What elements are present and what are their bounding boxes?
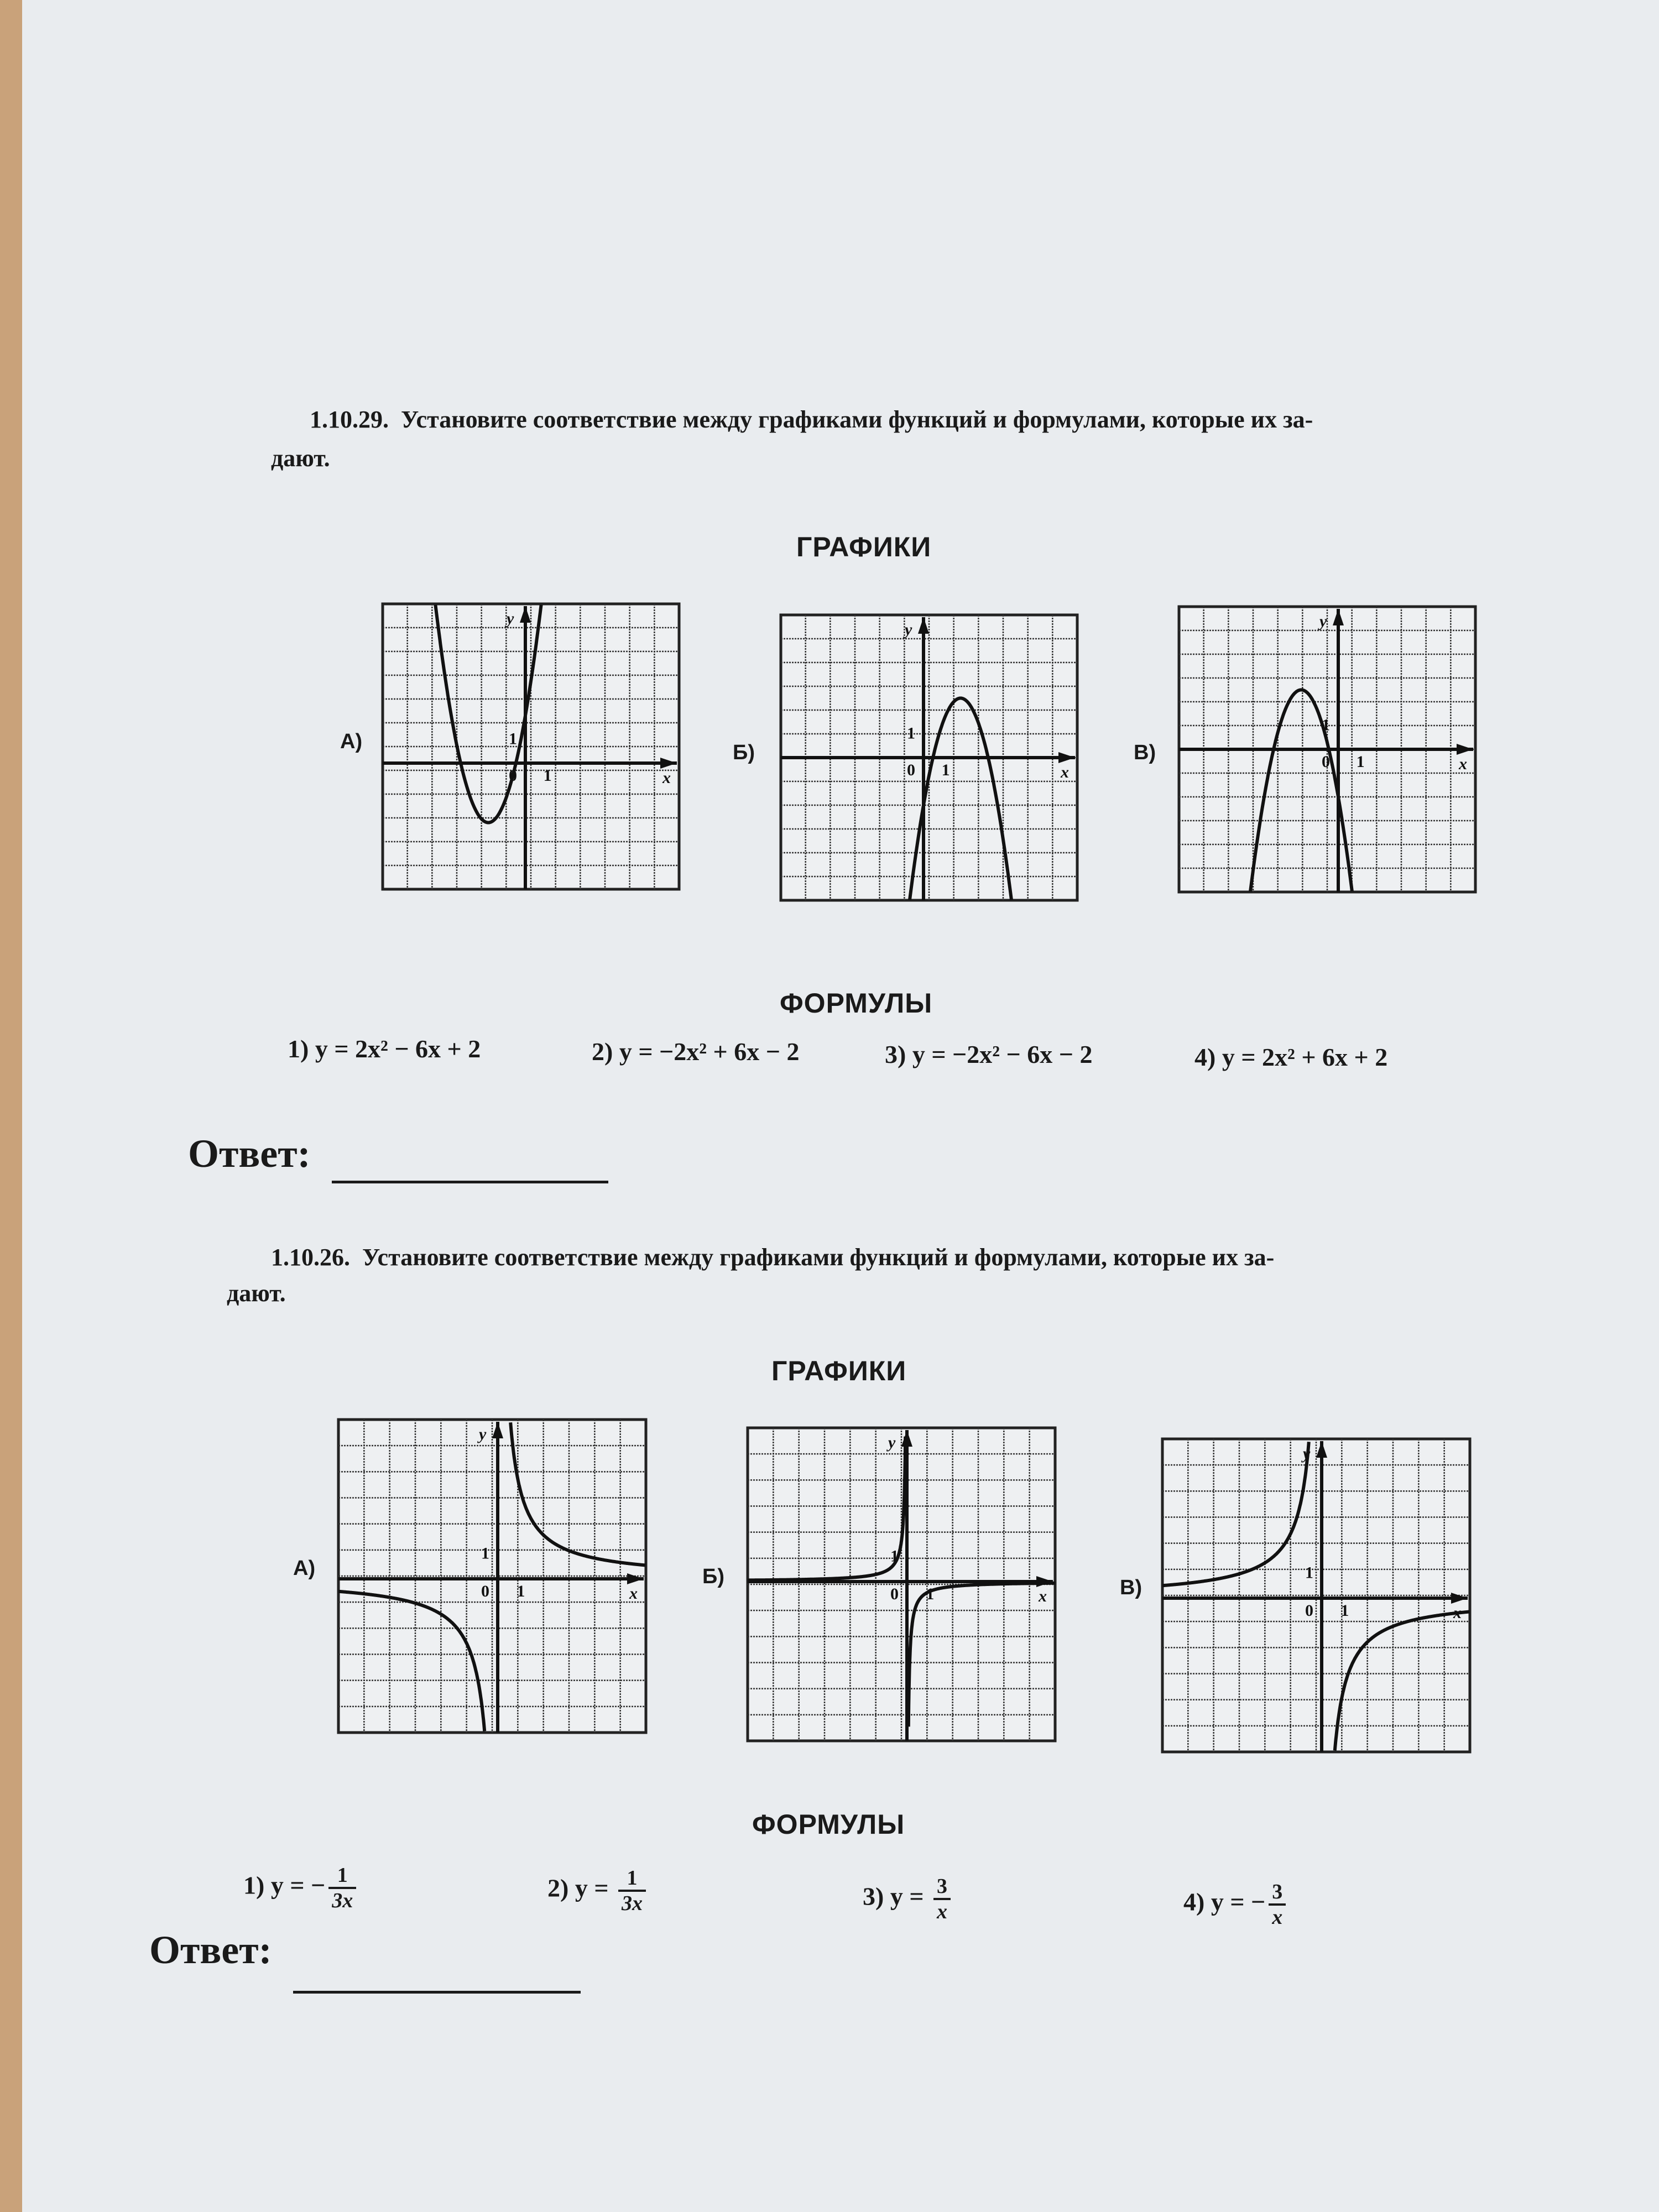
x-tick-label: 1 (543, 766, 552, 785)
problem-2-graph-a (332, 1413, 653, 1739)
problem-1-panel-b-label: Б) (733, 741, 755, 764)
origin-label: 0 (1305, 1601, 1313, 1620)
problem-2-formula-2 (547, 1866, 646, 1915)
problem-2-panel-b-label: Б) (702, 1565, 724, 1588)
y-axis-label: y (1303, 1444, 1311, 1463)
problem-2-graphs-heading: ГРАФИКИ (771, 1355, 907, 1386)
y-axis-label: y (888, 1433, 896, 1452)
problem-2-answer-label: Ответ: (149, 1928, 272, 1972)
problem-2-panel-c-label: В) (1120, 1576, 1142, 1599)
x-axis-label: x (629, 1584, 638, 1603)
y-axis-label: y (905, 620, 912, 639)
origin-label: 0 (907, 761, 915, 779)
p2-graph-c-svg (1156, 1432, 1477, 1759)
p2-formula-2-prefix: 2) y = (547, 1874, 615, 1902)
worksheet-page (22, 0, 1659, 2212)
problem-1-statement-cont: дают. (271, 445, 330, 472)
problem-1-answer-field[interactable] (332, 1181, 608, 1183)
problem-2-formula-3 (863, 1875, 951, 1923)
problem-2-answer-field[interactable] (293, 1991, 581, 1994)
y-axis-label: y (479, 1425, 487, 1443)
problem-1-graph-c (1172, 600, 1482, 899)
p2-formula-2-fraction (618, 1866, 646, 1915)
problem-1-graph-a (376, 597, 686, 896)
problem-1-panel-c-label: В) (1134, 741, 1156, 764)
y-tick-label: 1 (1305, 1563, 1313, 1582)
problem-2-text: Установите соответствие между графиками функций и формулами, которые их за- (362, 1244, 1275, 1271)
p2-formula-4-den: x (1272, 1906, 1283, 1929)
p2-formula-4-fraction (1269, 1880, 1286, 1929)
problem-1-number: 1.10.29. (310, 406, 389, 433)
p2-formula-3-num: 3 (933, 1875, 951, 1900)
p1-graph-c-svg (1172, 600, 1482, 899)
problem-1-formula-4: 4) y = 2x² + 6x + 2 (1194, 1043, 1388, 1071)
p2-formula-1-den: 3x (332, 1889, 353, 1912)
problem-1-formula-2: 2) y = −2x² + 6x − 2 (592, 1037, 800, 1066)
p2-formula-4-num: 3 (1269, 1880, 1286, 1906)
p2-graph-a-svg (332, 1413, 653, 1739)
x-axis-label: x (1039, 1587, 1047, 1605)
origin-label: 0 (890, 1585, 899, 1603)
problem-1-graphs-heading: ГРАФИКИ (796, 531, 932, 562)
p1-graph-a-svg (376, 597, 686, 896)
x-tick-label: 1 (926, 1585, 935, 1603)
p2-formula-1-prefix: 1) y = − (243, 1871, 326, 1900)
origin-label: 0 (509, 766, 517, 785)
origin-label: 0 (1322, 753, 1330, 771)
p2-formula-1-fraction (328, 1864, 356, 1912)
problem-2-formula-4 (1183, 1880, 1286, 1929)
p2-formula-4-prefix: 4) y = − (1183, 1887, 1266, 1916)
p2-formula-3-den: x (937, 1900, 948, 1923)
problem-2-formula-1 (243, 1864, 356, 1912)
x-axis-label: x (1061, 763, 1069, 781)
y-axis-label: y (507, 609, 514, 628)
y-tick-label: 1 (907, 724, 915, 743)
x-axis-label: x (1453, 1604, 1462, 1622)
y-axis-label: y (1319, 612, 1327, 630)
p2-formula-3-fraction (933, 1875, 951, 1923)
x-axis-label: x (1459, 755, 1467, 773)
problem-1-text: Установите соответствие между графиками функций и формулами, которые их за- (401, 406, 1313, 433)
problem-1-formula-1: 1) y = 2x² − 6x + 2 (288, 1035, 481, 1063)
problem-1-graph-b (774, 608, 1084, 907)
y-tick-label: 1 (1322, 716, 1330, 734)
origin-label: 0 (481, 1582, 489, 1600)
problem-1-statement (310, 404, 1526, 436)
x-tick-label: 1 (517, 1582, 525, 1600)
problem-1-formulas-heading: ФОРМУЛЫ (780, 988, 933, 1019)
problem-1-answer-label: Ответ: (188, 1131, 311, 1176)
x-axis-label: x (662, 769, 671, 787)
x-tick-label: 1 (1340, 1601, 1349, 1620)
problem-2-graph-c (1156, 1432, 1477, 1759)
p2-formula-2-num: 1 (618, 1866, 646, 1892)
problem-2-graph-b (741, 1421, 1062, 1747)
p2-formula-1-num: 1 (328, 1864, 356, 1889)
problem-2-number: 1.10.26. (271, 1244, 350, 1271)
p2-graph-b-svg (741, 1421, 1062, 1747)
problem-1-formula-3: 3) y = −2x² − 6x − 2 (885, 1040, 1093, 1068)
problem-2-statement-cont: дают. (227, 1280, 286, 1307)
y-tick-label: 1 (509, 729, 517, 748)
y-tick-label: 1 (890, 1547, 899, 1566)
p1-graph-b-svg (774, 608, 1084, 907)
x-tick-label: 1 (1356, 753, 1365, 771)
problem-2-formulas-heading: ФОРМУЛЫ (752, 1809, 905, 1840)
y-tick-label: 1 (481, 1544, 489, 1563)
p2-formula-3-prefix: 3) y = (863, 1882, 931, 1911)
problem-1-panel-a-label: А) (340, 730, 363, 753)
problem-2-statement (271, 1241, 1543, 1274)
p2-formula-2-den: 3x (622, 1892, 643, 1915)
x-tick-label: 1 (941, 761, 950, 779)
problem-2-panel-a-label: А) (293, 1557, 316, 1580)
